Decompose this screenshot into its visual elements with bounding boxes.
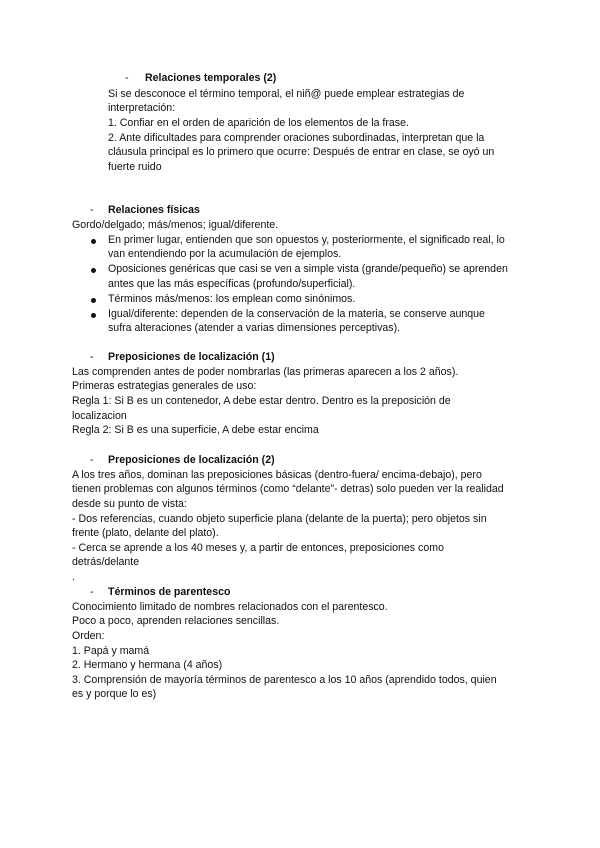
text-line: Orden:	[72, 630, 105, 642]
text-line: frente (plato, delante del plato).	[72, 527, 219, 539]
text-line: Las comprenden antes de poder nombrarlas (las primeras aparecen a los 2 años).	[72, 366, 459, 378]
text-line: 1. Confiar en el orden de aparición de los elementos de la frase.	[108, 117, 409, 129]
text-line: Poco a poco, aprenden relaciones sencillas.	[72, 615, 280, 627]
list-dash-marker: -	[90, 351, 94, 363]
text-line: fuerte ruido	[108, 161, 162, 173]
bullet-text: antes que las más específicas (profundo/superficial).	[108, 278, 356, 290]
text-line: Primeras estrategias generales de uso:	[72, 380, 257, 392]
list-dash-marker: -	[90, 454, 94, 466]
section-heading-temporal: Relaciones temporales (2)	[145, 72, 277, 84]
text-line: Regla 1: Si B es un contenedor, A debe estar dentro. Dentro es la preposición de	[72, 395, 451, 407]
list-dash-marker: -	[125, 72, 129, 84]
bullet-text: sufra alteraciones (atender a varias dimensiones perceptivas).	[108, 322, 401, 334]
bullet-text: van entendiendo por la acumulación de ejemplos.	[108, 248, 342, 260]
bullet-text: En primer lugar, entienden que son opuestos y, posteriormente, el significado real, lo	[108, 234, 505, 246]
text-line: Gordo/delgado; más/menos; igual/diferente.	[72, 219, 279, 231]
text-line: Conocimiento limitado de nombres relacionados con el parentesco.	[72, 601, 388, 613]
text-line: es y porque lo es)	[72, 688, 157, 700]
text-line: localizacion	[72, 410, 127, 422]
bullet-text: Términos más/menos: los emplean como sinónimos.	[108, 293, 356, 305]
text-line: 3. Comprensión de mayoría términos de parentesco a los 10 años (aprendido todos, quien	[72, 674, 497, 686]
bullet-dot	[91, 313, 96, 318]
text-line: - Cerca se aprende a los 40 meses y, a partir de entonces, preposiciones como	[72, 542, 444, 554]
bullet-text: Igual/diferente: dependen de la conservación de la materia, se conserve aunque	[108, 308, 485, 320]
list-dash-marker: -	[90, 204, 94, 216]
text-line: 2. Ante dificultades para comprender oraciones subordinadas, interpretan que la	[108, 132, 485, 144]
bullet-dot	[91, 268, 96, 273]
text-line: 1. Papá y mamá	[72, 645, 150, 657]
bullet-text: Oposiciones genéricas que casi se ven a simple vista (grande/pequeño) se aprenden	[108, 263, 508, 275]
text-line: - Dos referencias, cuando objeto superficie plana (delante de la puerta); pero objetos sin	[72, 513, 487, 525]
section-heading-physical: Relaciones físicas	[108, 204, 200, 216]
list-dash-marker: -	[90, 586, 94, 598]
text-line: A los tres años, dominan las preposiciones básicas (dentro-fuera/ encima-debajo), pero	[72, 469, 482, 481]
text-line: Si se desconoce el término temporal, el niñ@ puede emplear estrategias de	[108, 88, 465, 100]
text-line: Regla 2: Si B es una superficie, A debe estar encima	[72, 424, 319, 436]
text-line: tienen problemas con algunos términos (como “delante”- detras) solo pueden ver la realidad	[72, 483, 504, 495]
text-line: .	[72, 571, 75, 583]
bullet-dot	[91, 239, 96, 244]
text-line: interpretación:	[108, 102, 176, 114]
section-heading-localization-2: Preposiciones de localización (2)	[108, 454, 275, 466]
text-line: cláusula principal es lo primero que ocurre: Después de entrar en clase, se oyó un	[108, 146, 495, 158]
section-heading-kinship: Términos de parentesco	[108, 586, 231, 598]
text-line: desde su punto de vista:	[72, 498, 187, 510]
text-line: detrás/delante	[72, 556, 140, 568]
bullet-dot	[91, 298, 96, 303]
section-heading-localization-1: Preposiciones de localización (1)	[108, 351, 275, 363]
text-line: 2. Hermano y hermana (4 años)	[72, 659, 223, 671]
